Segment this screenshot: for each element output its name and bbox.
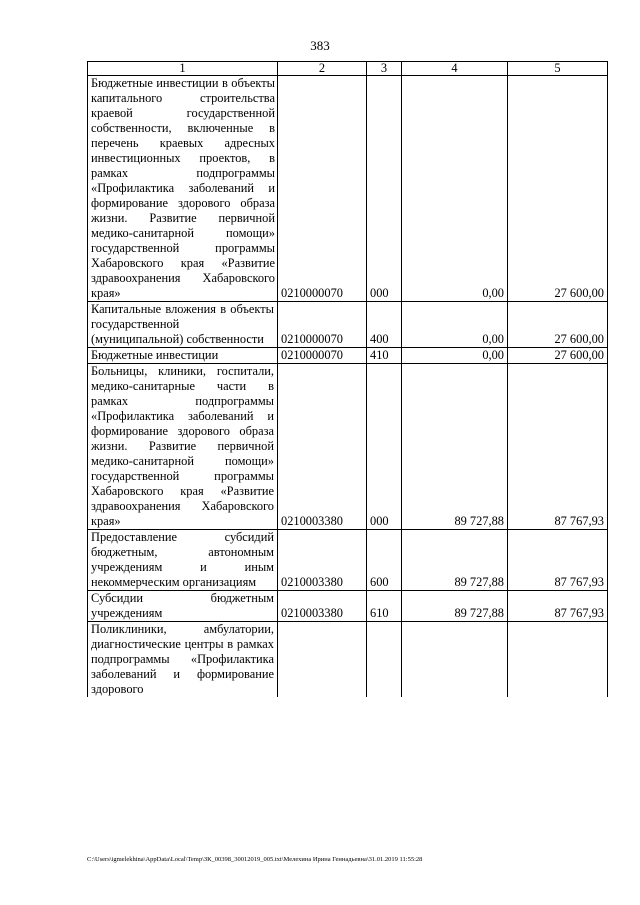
row-target-code: 0210003380 [278,364,367,530]
row-amount-2: 27 600,00 [508,302,608,348]
row-description: Больницы, клиники, госпитали, медико-санитарные части в рамках подпрограммы «Профилактика заболеваний и формирование здорового образа жизни. Развитие первичной медико-санитарной помощи» государственной программы Хабаровского края «Развитие здравоохранения Хабаровского края» [88,364,278,530]
row-amount-1: 0,00 [402,76,508,302]
header-col-5: 5 [508,62,608,76]
row-amount-2 [508,622,608,698]
row-expense-type: 410 [367,348,402,364]
row-description: Бюджетные инвестиции в объекты капитального строительства краевой государственной собственности, включенные в перечень краевых адресных инвестиционных проектов, в рамках подпрограммы «Профилактика заболеваний и формирование здорового образа жизни. Развитие первичной медико-санитарной помощи» государственной программы Хабаровского края «Развитие здравоохранения Хабаровского края» [88,76,278,302]
row-expense-type: 400 [367,302,402,348]
row-description: Поликлиники, амбулатории, диагностические центры в рамках подпрограммы «Профилактика заболеваний и формирование здорового [88,622,278,698]
row-target-code: 0210000070 [278,302,367,348]
row-amount-2: 27 600,00 [508,76,608,302]
row-target-code: 0210000070 [278,348,367,364]
table-row [88,76,608,302]
row-expense-type [367,622,402,698]
table-row [88,348,608,364]
row-target-code: 0210003380 [278,591,367,622]
row-description: Предоставление субсидий бюджетным, автономным учреждениям и иным некоммерческим организациям [88,530,278,591]
row-amount-1: 0,00 [402,348,508,364]
page-number: 383 [310,38,330,53]
row-amount-1: 0,00 [402,302,508,348]
table-row [88,364,608,530]
row-amount-2: 87 767,93 [508,591,608,622]
row-amount-1: 89 727,88 [402,530,508,591]
file-path-footer: C:\Users\igmelekhina\AppData\Local\Temp\ЗК_00398_30012019_005.txt\Мелехина Ирина Геннадьевна\31.01.2019 11:55:28 [87,856,423,863]
header-col-4: 4 [402,62,508,76]
row-amount-2: 87 767,93 [508,364,608,530]
header-col-3: 3 [367,62,402,76]
row-target-code: 0210003380 [278,530,367,591]
row-amount-1: 89 727,88 [402,364,508,530]
table-row [88,530,608,591]
row-amount-2: 87 767,93 [508,530,608,591]
budget-table [87,61,608,697]
row-amount-2: 27 600,00 [508,348,608,364]
header-col-1: 1 [88,62,278,76]
row-description: Бюджетные инвестиции [88,348,278,364]
table-header-row [88,62,608,76]
row-expense-type: 600 [367,530,402,591]
row-expense-type: 610 [367,591,402,622]
row-target-code: 0210000070 [278,76,367,302]
row-description: Капитальные вложения в объекты государственной (муниципальной) собственности [88,302,278,348]
row-expense-type: 000 [367,76,402,302]
table-row [88,591,608,622]
table-row [88,302,608,348]
header-col-2: 2 [278,62,367,76]
row-description: Субсидии бюджетным учреждениям [88,591,278,622]
row-amount-1: 89 727,88 [402,591,508,622]
table-row [88,622,608,698]
row-target-code [278,622,367,698]
row-expense-type: 000 [367,364,402,530]
row-amount-1 [402,622,508,698]
